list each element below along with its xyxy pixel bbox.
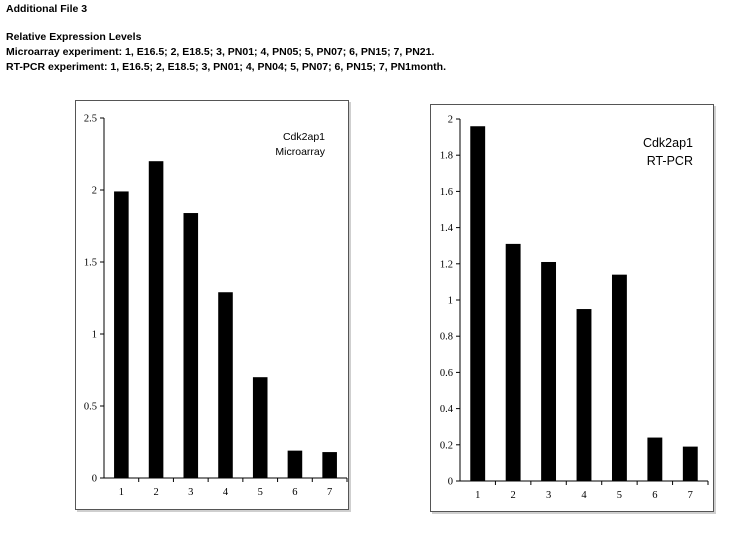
microarray-y-tick-label: 0 bbox=[91, 473, 97, 485]
rtpcr-x-tick-label: 2 bbox=[510, 490, 516, 501]
rtpcr-x-tick-label: 4 bbox=[581, 490, 587, 501]
microarray-x-tick-label: 6 bbox=[292, 487, 298, 498]
rtpcr-y-tick-label: 1.2 bbox=[439, 259, 453, 271]
rtpcr-bar bbox=[647, 438, 662, 481]
rtpcr-x-tick-label: 1 bbox=[475, 490, 481, 501]
microarray-legend-line: Microarray experiment: 1, E16.5; 2, E18.5; 3, PN01; 4, PN05; 5, PN07; 6, PN15; 7, PN21. bbox=[6, 46, 435, 58]
rtpcr-bar bbox=[683, 447, 698, 481]
microarray-x-tick-label: 4 bbox=[222, 487, 229, 498]
rtpcr-legend-line: RT-PCR experiment: 1, E16.5; 2, E18.5; 3, PN01; 4, PN04; 5, PN07; 6, PN15; 7, PN1month. bbox=[6, 61, 446, 73]
microarray-x-tick-label: 3 bbox=[188, 487, 194, 498]
rtpcr-y-tick-label: 1.6 bbox=[439, 186, 453, 198]
microarray-x-tick-label: 2 bbox=[153, 487, 159, 498]
rtpcr-y-tick-label: 1.4 bbox=[439, 223, 453, 235]
microarray-y-tick-label: 2 bbox=[91, 185, 97, 197]
rtpcr-y-tick-label: 2 bbox=[447, 114, 453, 126]
microarray-y-tick-label: 0.5 bbox=[83, 401, 97, 413]
rtpcr-y-tick-label: 0.2 bbox=[439, 440, 453, 452]
microarray-title: Cdk2ap1 bbox=[282, 131, 325, 143]
microarray-y-tick-label: 1 bbox=[91, 329, 97, 341]
rtpcr-y-tick-label: 1.8 bbox=[439, 150, 453, 162]
rtpcr-y-tick-label: 0 bbox=[447, 476, 453, 488]
rtpcr-x-tick-label: 6 bbox=[652, 490, 658, 501]
rtpcr-x-tick-label: 5 bbox=[616, 490, 623, 501]
section-title: Relative Expression Levels bbox=[6, 31, 142, 43]
rtpcr-bar bbox=[470, 126, 485, 481]
rtpcr-bar bbox=[506, 244, 521, 481]
microarray-subtitle: Microarray bbox=[275, 146, 325, 158]
rtpcr-x-tick-label: 3 bbox=[545, 490, 552, 501]
rtpcr-x-tick-label: 7 bbox=[687, 490, 693, 501]
rtpcr-title: Cdk2ap1 bbox=[642, 136, 693, 150]
microarray-x-tick-label: 5 bbox=[257, 487, 263, 498]
rtpcr-subtitle: RT-PCR bbox=[646, 154, 693, 168]
rtpcr-bar bbox=[541, 262, 556, 481]
rtpcr-bar bbox=[577, 309, 592, 481]
microarray-x-tick-label: 1 bbox=[118, 487, 124, 498]
rtpcr-bar bbox=[612, 275, 627, 481]
file-title: Additional File 3 bbox=[6, 3, 88, 15]
rtpcr-y-tick-label: 0.6 bbox=[439, 367, 453, 379]
rtpcr-y-tick-label: 0.4 bbox=[439, 404, 453, 416]
microarray-y-tick-label: 2.5 bbox=[83, 113, 97, 125]
rtpcr-y-tick-label: 0.8 bbox=[439, 331, 453, 343]
rtpcr-y-tick-label: 1 bbox=[447, 295, 453, 307]
microarray-x-tick-label: 7 bbox=[327, 487, 333, 498]
microarray-y-tick-label: 1.5 bbox=[83, 257, 97, 269]
